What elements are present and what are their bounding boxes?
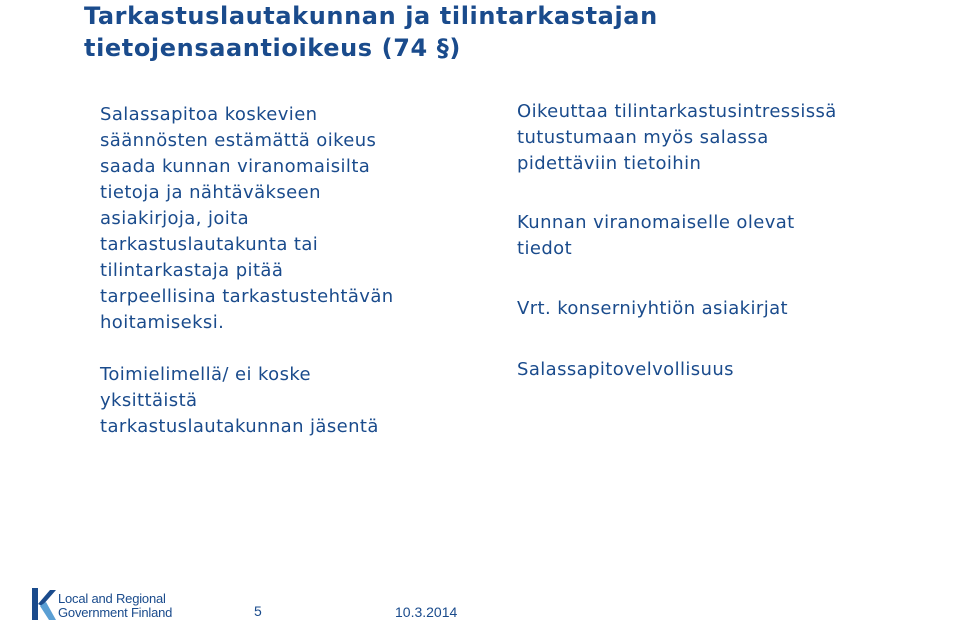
footer-date: 10.3.2014 (395, 604, 458, 620)
text-line: Vrt. konserniyhtiön asiakirjat (517, 298, 788, 319)
right-paragraph-authority-info (517, 210, 795, 262)
text-line: pidettäviin tietoihin (517, 153, 702, 174)
text-line: Toimielimellä/ ei koske (100, 364, 312, 385)
text-line: tiedot (517, 238, 573, 259)
left-paragraph-body-scope (100, 362, 379, 440)
text-line: saada kunnan viranomaisilta (100, 156, 371, 177)
logo-mark-icon (30, 586, 56, 622)
slide-title (84, 0, 944, 64)
text-line: Kunnan viranomaiselle olevat (517, 212, 795, 233)
logo-wordmark (58, 592, 172, 620)
right-paragraph-confidentiality (517, 357, 734, 383)
logo-text-line: Government Finland (58, 605, 173, 620)
slide-title-line: Tarkastuslautakunnan ja tilintarkastajan (84, 2, 658, 30)
left-paragraph-access-rights (100, 102, 394, 336)
text-line: Oikeuttaa tilintarkastusintressissä (517, 101, 837, 122)
logo-text-line: Local and Regional (58, 591, 166, 606)
slide-title-line: tietojensaantioikeus (74 §) (84, 34, 461, 62)
right-paragraph-confidential-info (517, 99, 837, 177)
text-line: tarpeellisina tarkastustehtävän (100, 286, 394, 307)
organization-logo (30, 584, 180, 624)
right-paragraph-group-documents (517, 296, 788, 322)
text-line: hoitamiseksi. (100, 312, 225, 333)
text-line: Salassapitoa koskevien (100, 104, 318, 125)
text-line: Salassapitovelvollisuus (517, 359, 734, 380)
text-line: asiakirjoja, joita (100, 208, 250, 229)
text-line: tilintarkastaja pitää (100, 260, 284, 281)
text-line: tarkastuslautakunta tai (100, 234, 319, 255)
text-line: tarkastuslautakunnan jäsentä (100, 416, 379, 437)
text-line: tietoja ja nähtäväkseen (100, 182, 321, 203)
text-line: tutustumaan myös salassa (517, 127, 769, 148)
page-number: 5 (254, 603, 262, 619)
text-line: säännösten estämättä oikeus (100, 130, 377, 151)
text-line: yksittäistä (100, 390, 198, 411)
